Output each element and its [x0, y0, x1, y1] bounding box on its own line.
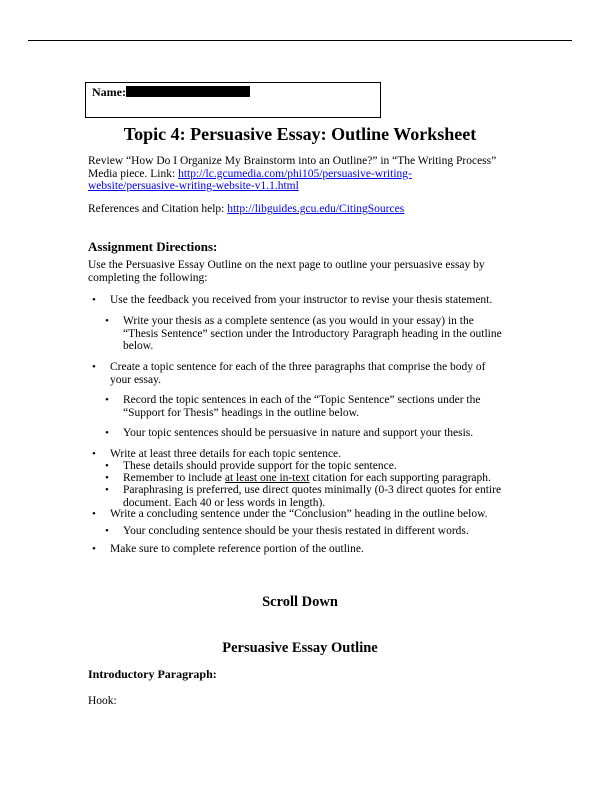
page-title: Topic 4: Persuasive Essay: Outline Worksheet: [123, 124, 477, 144]
scroll-down-heading: Scroll Down: [262, 594, 338, 610]
redacted-name: [126, 86, 250, 97]
name-label: Name:: [92, 85, 126, 99]
bullet-details-support: • These details should provide support for the topic sentence.: [123, 460, 397, 473]
bullet-reference: • Make sure to complete reference portion of the outline.: [110, 543, 364, 556]
writing-process-link[interactable]: http://lc.gcumedia.com/phi105/persuasive-writing- website/persuasive-writing-website-v1.1.html: [88, 167, 412, 192]
references-paragraph: [88, 203, 520, 216]
references-text: References and Citation help:: [88, 203, 228, 215]
bullet-conclusion-restate: • Your concluding sentence should be your thesis restated in different words.: [123, 525, 469, 538]
top-rule: [28, 40, 572, 41]
bullet-write-thesis: • Write your thesis as a complete sentence (as you would in your essay) in the “Thesis Sentence” section under the Introductory Paragraph heading in the outline below.: [123, 315, 502, 353]
directions-heading: Assignment Directions:: [88, 239, 218, 254]
bullet-topic-sentence: • Create a topic sentence for each of the three paragraphs that comprise the body of your essay.: [110, 361, 486, 386]
bullet-in-text-citation: • Remember to include at least one in-text citation for each supporting paragraph.: [123, 472, 491, 485]
bullet-persuasive: • Your topic sentences should be persuasive in nature and support your thesis.: [123, 427, 473, 440]
intro-paragraph-heading: Introductory Paragraph:: [88, 667, 217, 681]
review-text: Review “How Do I Organize My Brainstorm into an Outline?” in “The Writing Process” Media piece. Link:: [88, 155, 497, 180]
hook-label: Hook:: [88, 695, 117, 707]
bullet-revise-thesis: • Use the feedback you received from your instructor to revise your thesis statement.: [110, 294, 492, 307]
bullet-paraphrasing: • Paraphrasing is preferred, use direct quotes minimally (0-3 direct quotes for entire document. Each 40 or less words in length).: [123, 484, 501, 509]
bullet-three-details: • Write at least three details for each topic sentence.: [110, 448, 341, 461]
citing-sources-link[interactable]: http://libguides.gcu.edu/CitingSources: [227, 203, 405, 215]
outline-title: Persuasive Essay Outline: [222, 640, 378, 656]
review-paragraph: [88, 155, 520, 193]
name-field-box[interactable]: [85, 82, 381, 118]
bullet-conclusion: • Write a concluding sentence under the “Conclusion” heading in the outline below.: [110, 508, 488, 521]
directions-intro: Use the Persuasive Essay Outline on the next page to outline your persuasive essay by completing the following:: [88, 259, 485, 284]
bullet-record-topic: • Record the topic sentences in each of the “Topic Sentence” sections under the “Support for Thesis” headings in the outline below.: [123, 394, 480, 419]
